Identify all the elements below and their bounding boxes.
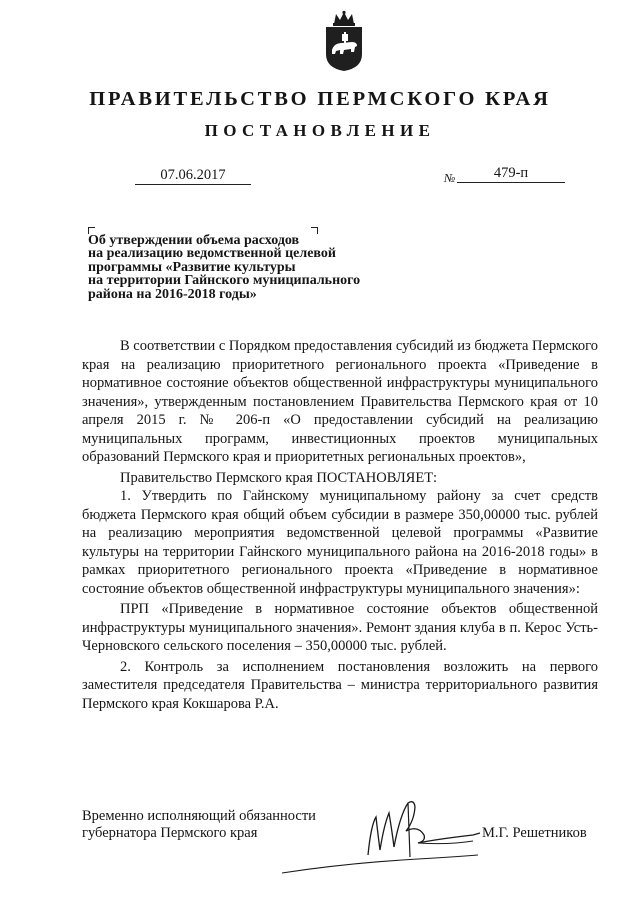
document-body [82, 337, 598, 713]
document-type: ПОСТАНОВЛЕНИЕ [204, 121, 436, 140]
subject-line: программы «Развитие культуры [88, 259, 296, 275]
signer-name: М.Г. Решетников [482, 825, 587, 841]
handwritten-signature [268, 795, 503, 885]
preamble-paragraph: В соответствии с Порядком предоставления субсидий из бюджета Пермского края на реализацию приоритетного регионального проекта «Приведение в нормативное состояние объектов общественной инфраструктуры муниципального значения», утвержденным постановлением Правительства Пермского края от 10 апреля 2015 г. № 206-п «О предоставлении субсидий на реализацию муниципальных программ, инвестиционных проектов муниципальных образований Пермского края и приоритетных региональных проектов», [82, 338, 598, 465]
subject-line: района на 2016-2018 годы» [88, 286, 257, 302]
organization-title: ПРАВИТЕЛЬСТВО ПЕРМСКОГО КРАЯ [89, 88, 551, 110]
subject-line: Об утверждении объема расходов [88, 233, 300, 248]
item-1-paragraph: 1. Утвердить по Гайнскому муниципальному району за счет средств бюджета Пермского края общий объем субсидии в размере 350,00000 тыс. рублей на реализацию мероприятия ведомственной целевой программы «Развитие культуры на территории Гайнского муниципального района на 2016-2018 годы» в рамках приоритетного регионального проекта «Приведение в нормативное состояние объектов общественной инфраструктуры муниципального значения»: [82, 488, 598, 597]
signer-position-line: губернатора Пермского края [82, 825, 258, 841]
subject-bracket-right [311, 227, 318, 234]
document-subject [88, 234, 408, 301]
document-number: 479-п [457, 165, 565, 183]
subject-line: на реализацию ведомственной целевой [88, 246, 336, 262]
signer-position-line: Временно исполняющий обязанности [82, 808, 316, 824]
item-2-paragraph: 2. Контроль за исполнением постановления возложить на первого заместителя председателя Правительства – министра территориального развития Пермского края Кокшарова Р.А. [82, 658, 598, 712]
subject-line: на территории Гайнского муниципального [88, 273, 361, 289]
resolves-paragraph: Правительство Пермского края ПОСТАНОВЛЯЕТ: [120, 469, 438, 486]
item-1-detail-paragraph: ПРП «Приведение в нормативное состояние объектов общественной инфраструктуры муниципального значения». Ремонт здания клуба в п. Керос Усть-Черновского сельского поселения – 350,00000 тыс. рублей. [82, 601, 598, 654]
number-sign: № [444, 171, 456, 185]
document-date: 07.06.2017 [135, 167, 251, 185]
coat-of-arms-emblem [322, 10, 366, 72]
